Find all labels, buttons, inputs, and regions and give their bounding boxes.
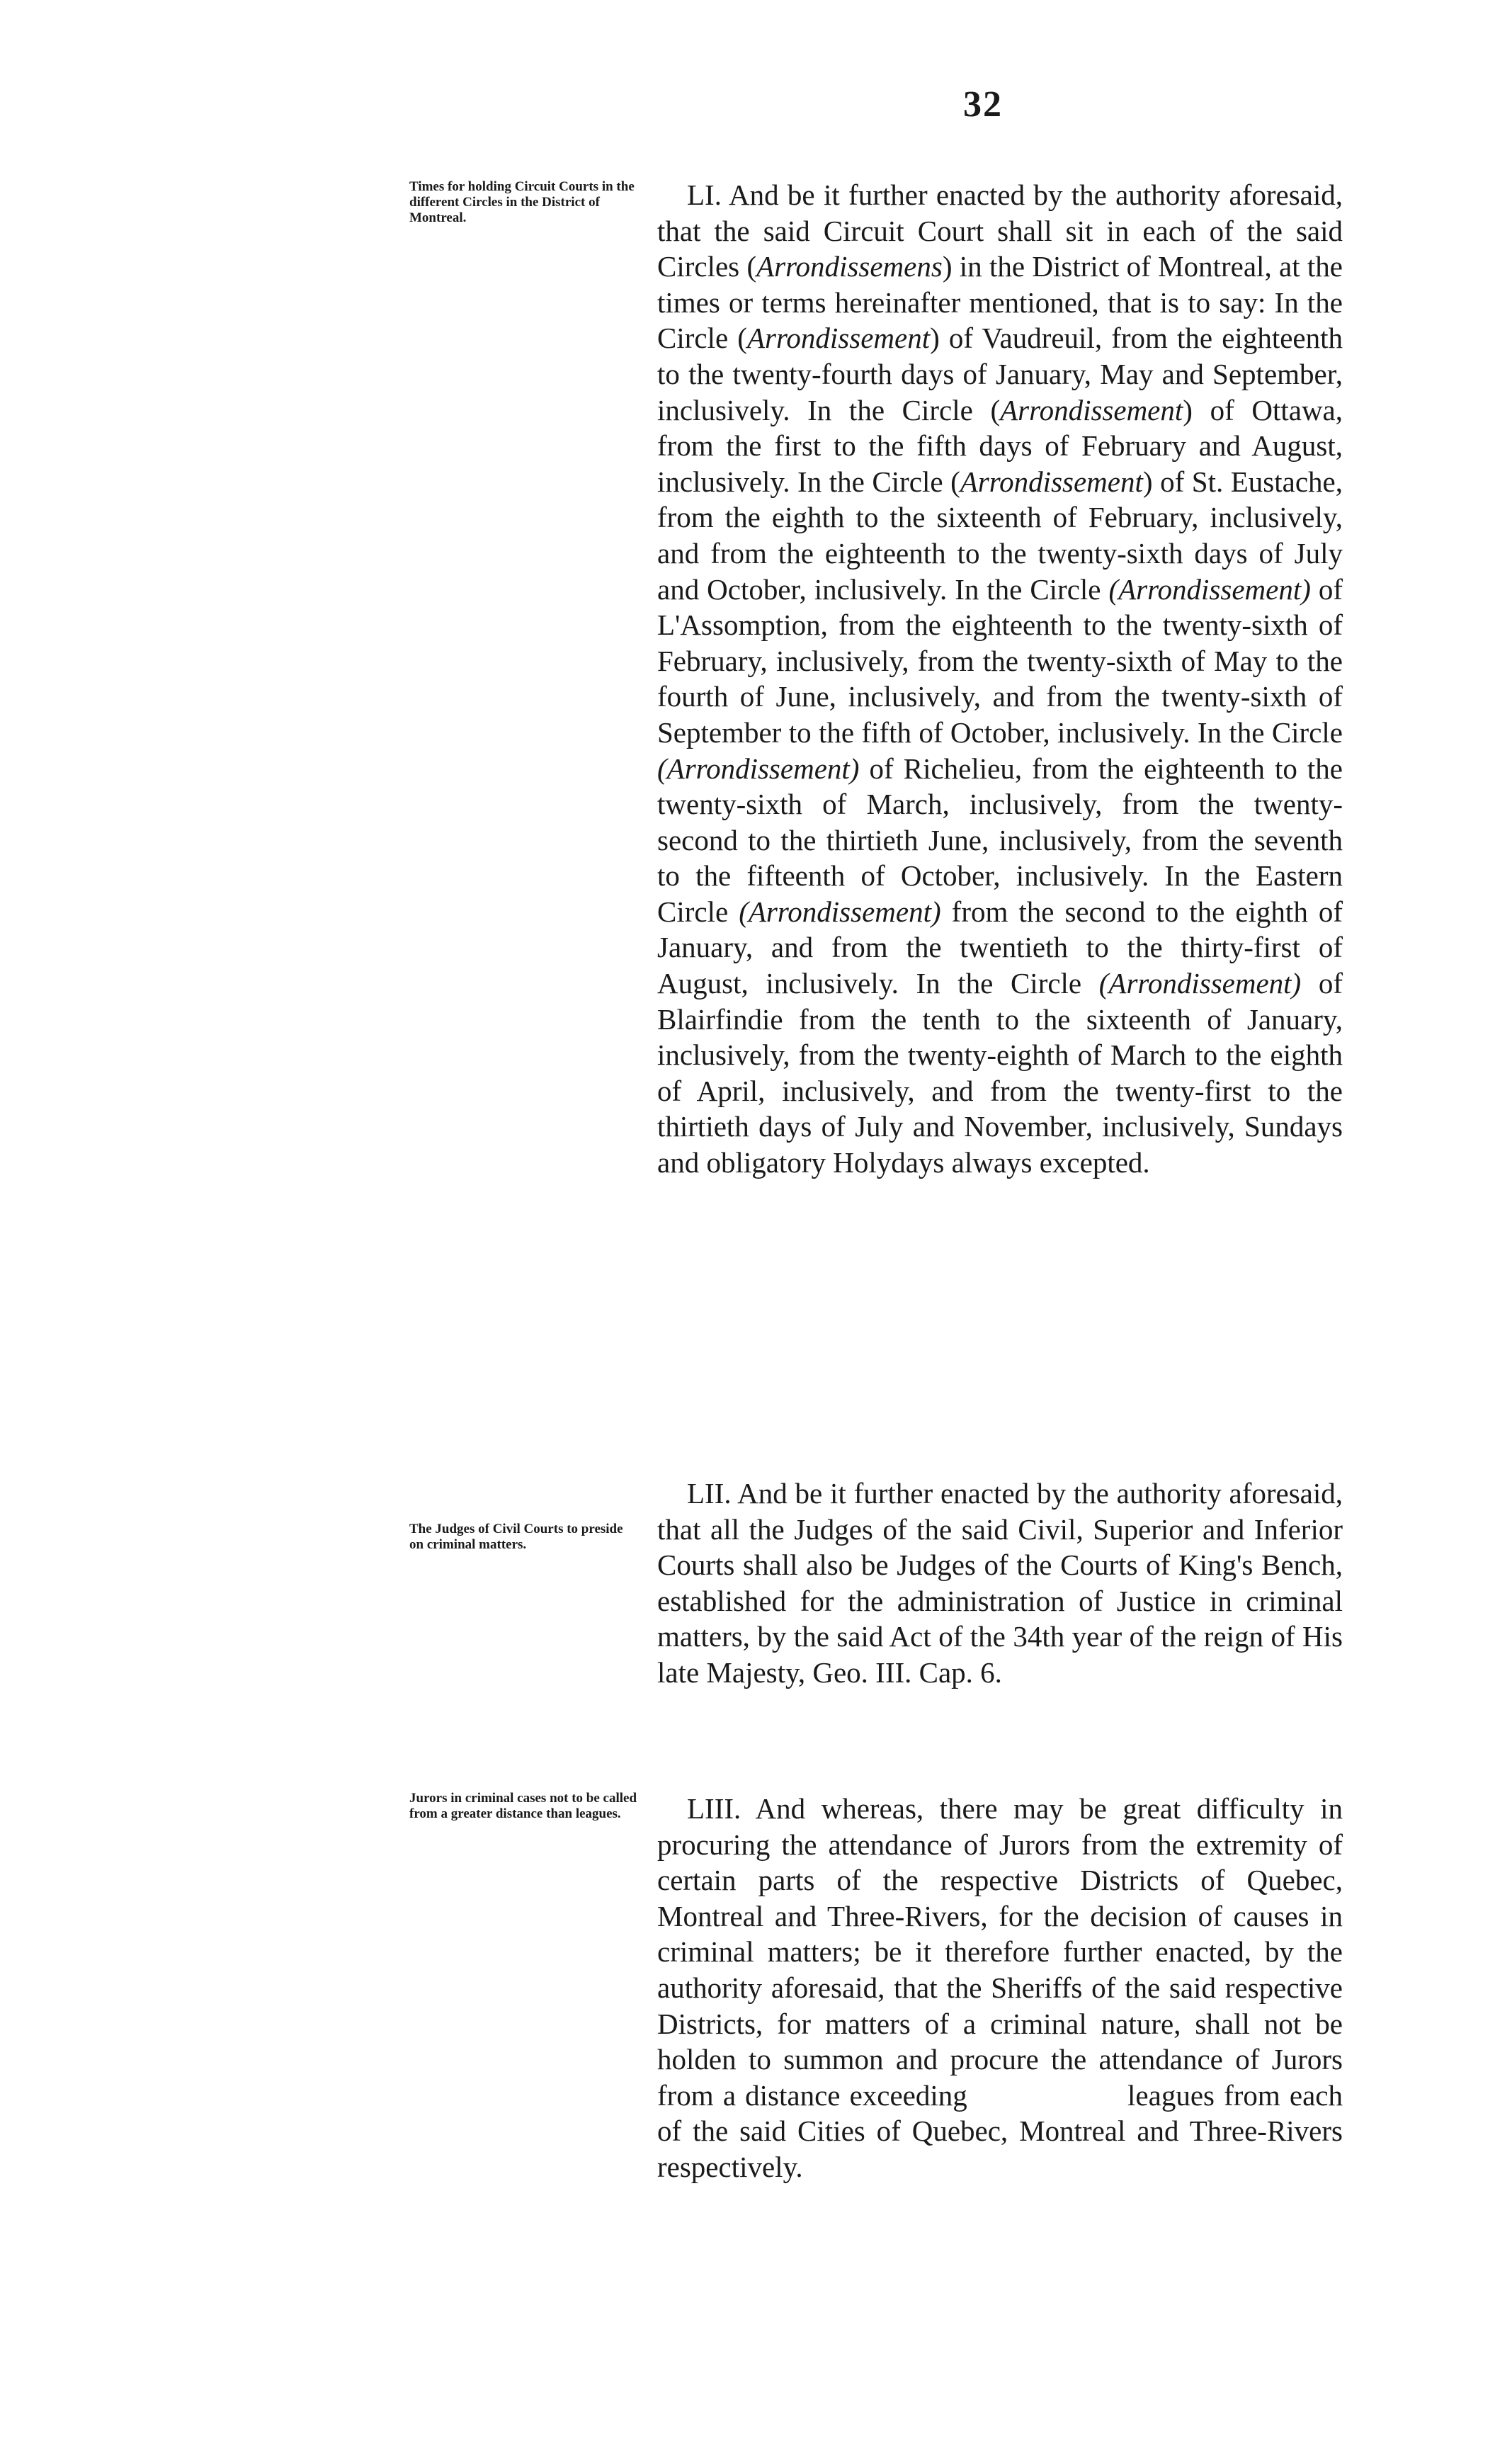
margin-note-jurors-distance: Jurors in criminal cases not to be called from a greater distance than leagues. xyxy=(409,1791,637,1821)
margin-note-circuit-court-times: Times for holding Circuit Courts in the different Circles in the District of Montreal. xyxy=(409,179,635,225)
section-li-text: LI. And be it further enacted by the authority aforesaid, that the said Circuit Court shall sit in each of the said Circles (Arrondissemens) in the District of Montreal, at the times or terms hereinafter mentioned, that is to say: In the Circle (Arrondissement) of Vaudreuil, from the eighteenth to the twenty-fourth days of January, May and September, inclusively. In the Circle (Arrondissement) of Ottawa, from the first to the fifth days of February and August, inclusively. In the Circle (Arrondissement) of St. Eustache, from the eighth to the sixteenth of February, inclusively, and from the eighteenth to the twenty-sixth days of July and October, inclusively. In the Circle (Arrondissement) of L'Assomption, from the eighteenth to the twenty-sixth of February, inclusively, from the twenty-sixth of May to the fourth of June, inclusively, and from the twenty-sixth of September to the fifth of October, inclusively. In the Circle (Arrondissement) of Richelieu, from the eighteenth to the twenty-sixth of March, inclusively, from the twenty-second to the thirtieth June, inclusively, from the seventh to the fifteenth of October, inclusively. In the Eastern Circle (Arrondissement) from the second to the eighth of January, and from the twentieth to the thirty-first of August, inclusively. In the Circle (Arrondissement) of Blairfindie from the tenth to the sixteenth of January, inclusively, from the twenty-eighth of March to the eighth of April, inclusively, and from the twenty-first to the thirtieth days of July and November, inclusively, Sundays and obligatory Holydays always excepted. xyxy=(657,179,1343,1179)
section-lii-text: LII. And be it further enacted by the authority aforesaid, that all the Judges of the said Civil, Superior and Inferior Courts shall also be Judges of the Courts of King's Bench, established for the administration of Justice in criminal matters, by the said Act of the 34th year of the reign of His late Majesty, Geo. III. Cap. 6. xyxy=(657,1477,1343,1689)
section-lii xyxy=(657,1476,1343,1691)
page-number: 32 xyxy=(963,84,1003,125)
section-li xyxy=(657,177,1343,1181)
section-liii xyxy=(657,1791,1343,2185)
margin-note-judges-criminal-matters: The Judges of Civil Courts to preside on criminal matters. xyxy=(409,1522,623,1552)
section-liii-text: LIII. And whereas, there may be great difficulty in procuring the attendance of Jurors from the extremity of certain parts of the respective Districts of Quebec, Montreal and Three-Rivers, for the decision of causes in criminal matters; be it therefore further enacted, by the authority aforesaid, that the Sheriffs of the said respective Districts, for matters of a criminal nature, shall not be holden to summon and procure the attendance of Jurors from a distance exceeding leagues from each of the said Cities of Quebec, Montreal and Three-Rivers respectively. xyxy=(657,1792,1343,2183)
